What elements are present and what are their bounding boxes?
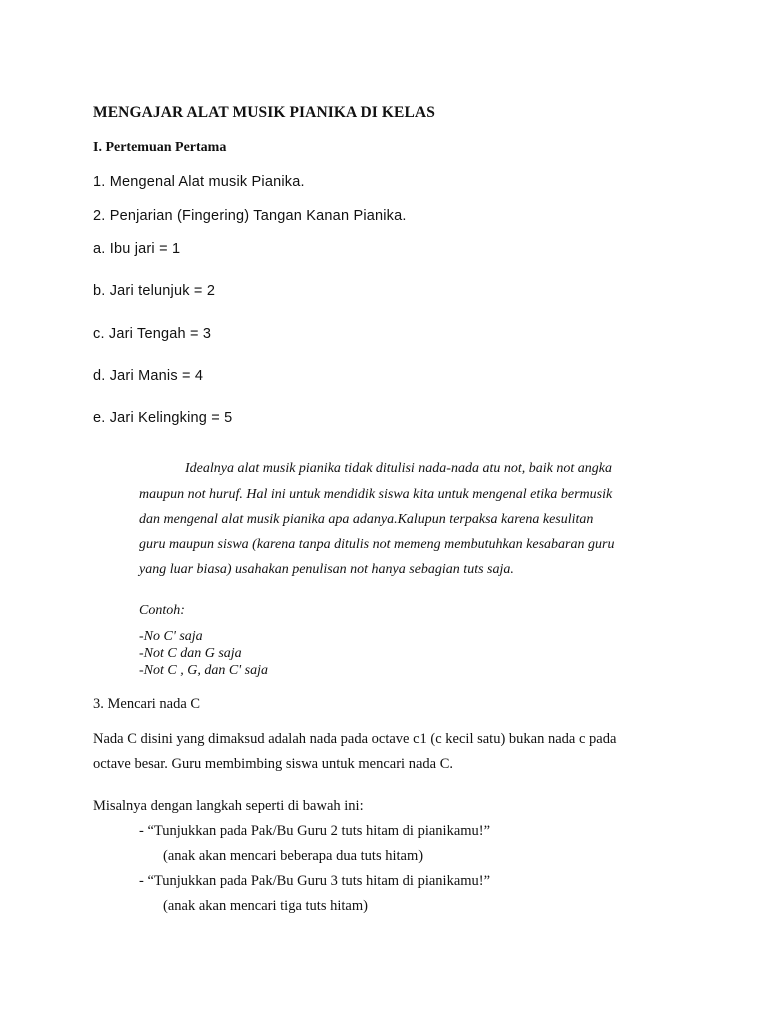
note-line: dan mengenal alat musik pianika apa adanya.Kalupun terpaksa karena kesulitan <box>139 512 594 527</box>
note-line: guru maupun siswa (karena tanpa ditulis not memeng membutuhkan kesabaran guru <box>139 537 615 552</box>
contoh-item: -Not C dan G saja <box>139 646 242 661</box>
list-item: 1. Mengenal Alat musik Pianika. <box>93 174 305 190</box>
list-item: d. Jari Manis = 4 <box>93 368 204 384</box>
step-heading: 3. Mencari nada C <box>93 696 201 712</box>
note-line: maupun not huruf. Hal ini untuk mendidik siswa kita untuk mengenal etika bermusik <box>139 487 613 502</box>
paragraph-line: Misalnya dengan langkah seperti di bawah ini: <box>93 798 364 814</box>
list-item: c. Jari Tengah = 3 <box>93 326 212 342</box>
list-item: 2. Penjarian (Fingering) Tangan Kanan Pianika. <box>93 208 407 224</box>
contoh-label: Contoh: <box>139 603 185 618</box>
note-line: yang luar biasa) usahakan penulisan not hanya sebagian tuts saja. <box>139 562 514 577</box>
contoh-item: -Not C , G, dan C' saja <box>139 663 269 678</box>
instruction-line: (anak akan mencari beberapa dua tuts hitam) <box>163 848 424 864</box>
list-item: a. Ibu jari = 1 <box>93 241 181 257</box>
instruction-line: (anak akan mencari tiga tuts hitam) <box>163 898 368 914</box>
contoh-item: -No C' saja <box>139 629 203 644</box>
document-title: MENGAJAR ALAT MUSIK PIANIKA DI KELAS <box>93 104 435 121</box>
note-line: Idealnya alat musik pianika tidak ditulisi nada-nada atu not, baik not angka <box>185 461 612 476</box>
list-item: e. Jari Kelingking = 5 <box>93 410 233 426</box>
paragraph-line: Nada C disini yang dimaksud adalah nada pada octave c1 (c kecil satu) bukan nada c pada <box>93 731 617 747</box>
instruction-line: - “Tunjukkan pada Pak/Bu Guru 3 tuts hitam di pianikamu!” <box>139 873 491 889</box>
section-heading: I. Pertemuan Pertama <box>93 140 227 155</box>
list-item: b. Jari telunjuk = 2 <box>93 283 216 299</box>
instruction-line: - “Tunjukkan pada Pak/Bu Guru 2 tuts hitam di pianikamu!” <box>139 823 491 839</box>
paragraph-line: octave besar. Guru membimbing siswa untuk mencari nada C. <box>93 756 453 772</box>
